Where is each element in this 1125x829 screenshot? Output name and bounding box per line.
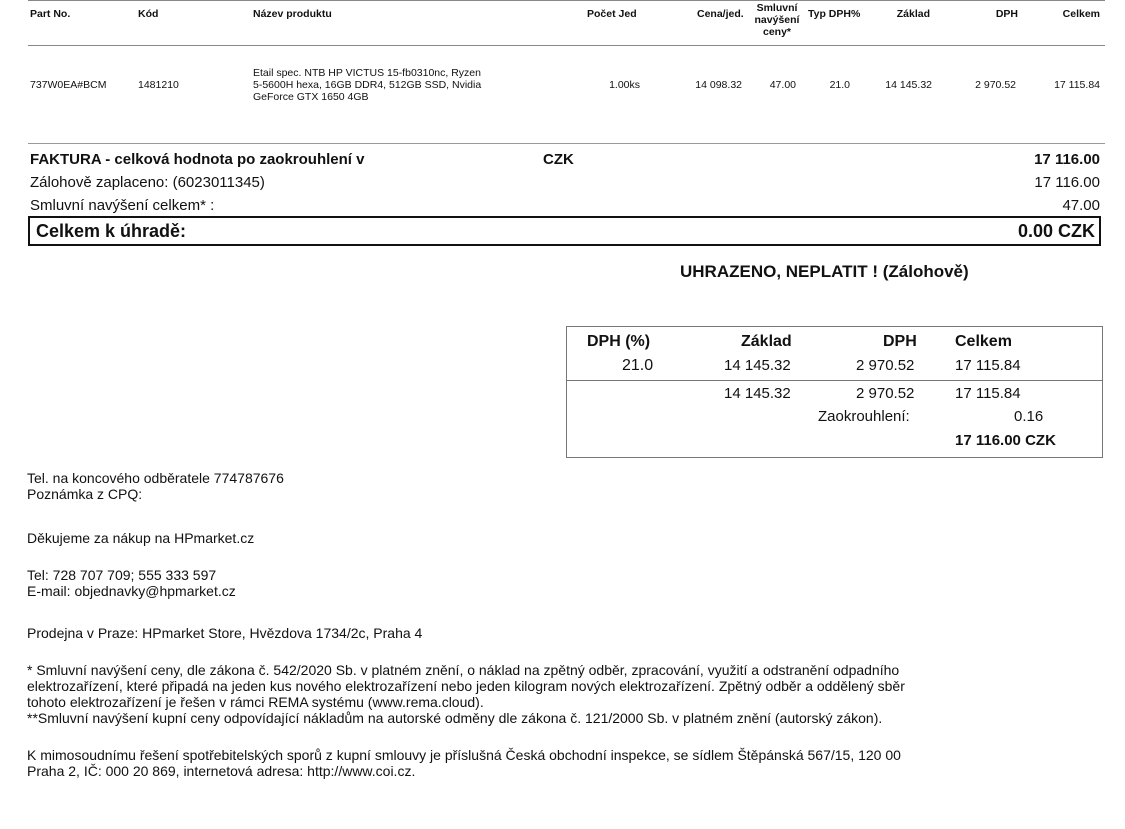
legal-note-line-2: elektrozařízení, které připadá na jeden kus nového elektrozařízení nebo jeden kilogram nových elektrozařízení. Zpětný odběr a oddělený sběr	[27, 678, 905, 694]
row-product-name	[253, 67, 481, 103]
surcharge-total-value: 47.00	[1062, 197, 1100, 214]
amount-due-value: 0.00 CZK	[1017, 221, 1095, 241]
vat-sum-base: 14 145.32	[724, 385, 791, 402]
header-product-name: Název produktu	[253, 8, 332, 20]
coi-note-line-1: K mimosoudnímu řešení spotřebitelských sporů z kupní smlouvy je příslušná Česká obchodní inspekce, se sídlem Štěpánská 567/15, 120 00	[27, 747, 901, 763]
row-surcharge: 47.00	[769, 79, 796, 91]
header-base: Základ	[896, 8, 930, 20]
vat-sum-total: 17 115.84	[955, 385, 1021, 402]
header-total: Celkem	[1062, 8, 1100, 20]
vat-total: 17 115.84	[955, 357, 1021, 374]
paid-notice: UHRAZENO, NEPLATIT ! (Zálohově)	[680, 262, 969, 281]
header-surcharge-line-2: navýšení	[754, 14, 800, 26]
header-part-no: Part No.	[30, 8, 71, 20]
header-surcharge-line-3: ceny*	[762, 26, 792, 38]
cpq-note: Poznámka z CPQ:	[27, 486, 143, 502]
header-surcharge	[748, 2, 806, 38]
contact-email: E-mail: objednavky@hpmarket.cz	[27, 583, 236, 599]
legal-note-line-4: **Smluvní navýšení kupní ceny odpovídající nákladům na autorské odměny dle zákona č. 121/2000 Sb. v platném znění (autorský zákon).	[27, 710, 883, 726]
vat-base: 14 145.32	[724, 357, 791, 374]
thanks-line: Děkujeme za nákup na HPmarket.cz	[27, 530, 255, 546]
header-quantity: Počet Jed	[587, 8, 637, 20]
legal-note-line-1: * Smluvní navýšení ceny, dle zákona č. 542/2020 Sb. v platném znění, o náklad na zpětný odběr, zpracování, využití a odstranění odpadního	[27, 662, 900, 678]
row-base: 14 145.32	[885, 79, 932, 91]
row-quantity: 1.00ks	[609, 79, 640, 91]
invoice-total-value: 17 116.00	[1034, 151, 1100, 168]
prepaid-value: 17 116.00	[1034, 174, 1100, 191]
row-product-name-line-2: 5-5600H hexa, 16GB DDR4, 512GB SSD, Nvidia	[253, 79, 482, 91]
header-bottom-rule	[28, 45, 1105, 46]
header-code: Kód	[138, 8, 159, 20]
vat-header-rate: DPH (%)	[587, 333, 651, 350]
row-product-name-line-3: GeForce GTX 1650 4GB	[253, 91, 369, 103]
header-vat: DPH	[995, 8, 1018, 20]
row-vat: 2 970.52	[975, 79, 1016, 91]
grand-total: 17 116.00 CZK	[955, 432, 1056, 449]
vat-header-base: Základ	[741, 333, 792, 350]
contact-phone: Tel: 728 707 709; 555 333 597	[27, 567, 217, 583]
row-product-name-line-1: Etail spec. NTB HP VICTUS 15-fb0310nc, Ryzen	[253, 67, 481, 79]
rounding-value: 0.16	[1014, 408, 1044, 425]
vat-rate: 21.0	[622, 357, 654, 374]
header-surcharge-line-1: Smluvní	[756, 2, 798, 14]
surcharge-total-label: Smluvní navýšení celkem* :	[30, 197, 215, 214]
row-vat-type: 21.0	[829, 79, 850, 91]
totals-top-rule	[28, 143, 1105, 144]
header-unit-price: Cena/jed.	[697, 8, 744, 20]
vat-header-total: Celkem	[955, 333, 1012, 350]
amount-due-label: Celkem k úhradě:	[36, 221, 187, 241]
prepaid-label: Zálohově zaplaceno: (6023011345)	[30, 174, 265, 191]
end-customer-phone: Tel. na koncového odběratele 774787676	[27, 470, 284, 486]
table-top-rule	[28, 0, 1105, 1]
invoice-currency: CZK	[543, 151, 574, 168]
row-total: 17 115.84	[1054, 79, 1100, 91]
legal-note-line-3: tohoto elektrozařízení je řešen v rámci REMA systému (www.rema.cloud).	[27, 694, 484, 710]
vat-summary-separator	[566, 380, 1103, 381]
vat-amount: 2 970.52	[856, 357, 915, 374]
header-vat-type: Typ DPH%	[808, 8, 861, 20]
vat-header-vat: DPH	[883, 333, 917, 350]
invoice-total-label: FAKTURA - celková hodnota po zaokrouhlení v	[30, 151, 365, 168]
amount-due-box	[28, 216, 1101, 246]
coi-note-line-2: Praha 2, IČ: 000 20 869, internetová adresa: http://www.coi.cz.	[27, 763, 416, 779]
vat-sum-amount: 2 970.52	[856, 385, 915, 402]
rounding-label: Zaokrouhlení:	[818, 408, 910, 425]
row-code: 1481210	[138, 79, 179, 91]
row-unit-price: 14 098.32	[695, 79, 742, 91]
store-address: Prodejna v Praze: HPmarket Store, Hvězdova 1734/2c, Praha 4	[27, 625, 423, 641]
row-part-no: 737W0EA#BCM	[30, 79, 107, 91]
